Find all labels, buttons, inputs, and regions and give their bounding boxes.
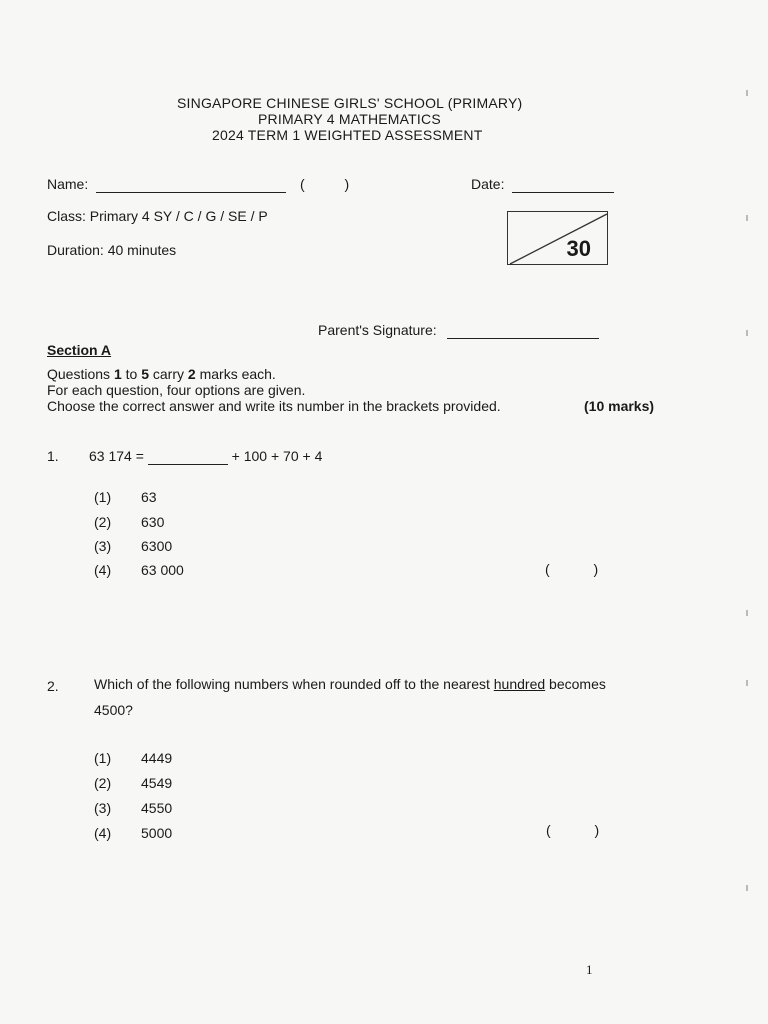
instr-text: to (121, 366, 142, 382)
option-number: (2) (94, 514, 112, 530)
option-value: 4549 (141, 775, 173, 791)
instr-bold: 5 (141, 366, 149, 382)
question-text: becomes (545, 676, 606, 692)
question-1-blank[interactable] (148, 448, 228, 465)
subject-title: PRIMARY 4 MATHEMATICS (258, 111, 441, 127)
option-value: 5000 (141, 825, 173, 841)
duration-label: Duration: 40 minutes (47, 242, 177, 258)
name-blank[interactable] (96, 176, 286, 193)
question-text-underlined: hundred (493, 676, 546, 692)
answer-open-bracket: ( (546, 822, 551, 838)
option-value: 630 (141, 514, 165, 530)
option-value: 63 (141, 489, 157, 505)
option-number: (3) (94, 800, 112, 816)
option-number: (3) (94, 538, 112, 554)
section-instruction-3: Choose the correct answer and write its number in the brackets provided. (47, 398, 501, 414)
answer-bracket-q1[interactable] (545, 561, 598, 577)
option-number: (2) (94, 775, 112, 791)
instr-bold: 2 (187, 366, 196, 382)
instr-bold: 1 (113, 366, 122, 382)
option-value: 63 000 (141, 562, 184, 578)
question-number: 1. (47, 448, 59, 464)
section-instruction-1 (47, 366, 276, 382)
date-field[interactable] (471, 176, 614, 193)
scan-mark (746, 610, 748, 616)
assessment-title: 2024 TERM 1 WEIGHTED ASSESSMENT (212, 127, 483, 143)
option-number: (1) (94, 489, 112, 505)
instr-text: Questions (47, 366, 114, 382)
name-label: Name: (47, 176, 89, 192)
question-text: Which of the following numbers when rounded off to the nearest (94, 676, 494, 692)
index-open-bracket: ( (300, 176, 305, 192)
instr-text: marks each. (195, 366, 276, 382)
scan-mark (746, 885, 748, 891)
option-value: 6300 (141, 538, 173, 554)
school-name: SINGAPORE CHINESE GIRLS' SCHOOL (PRIMARY) (177, 95, 523, 111)
answer-open-bracket: ( (545, 561, 550, 577)
option-number: (4) (94, 825, 112, 841)
option-number: (4) (94, 562, 112, 578)
instr-text: carry (149, 366, 188, 382)
index-number-field[interactable] (300, 176, 349, 192)
scan-mark (746, 215, 748, 221)
name-field[interactable] (47, 176, 286, 193)
answer-close-bracket: ) (593, 561, 599, 577)
question-text: + 100 + 70 + 4 (231, 448, 323, 464)
index-close-bracket: ) (344, 176, 350, 192)
question-2-text-line2: 4500? (94, 702, 133, 718)
section-marks: (10 marks) (584, 398, 655, 414)
score-box[interactable] (507, 211, 608, 265)
question-1-text (89, 448, 322, 465)
scan-mark (746, 330, 748, 336)
answer-close-bracket: ) (594, 822, 600, 838)
parent-signature-blank[interactable] (447, 322, 599, 339)
answer-bracket-q2[interactable] (546, 822, 599, 838)
date-label: Date: (471, 176, 505, 192)
scan-mark (746, 680, 748, 686)
option-value: 4449 (141, 750, 173, 766)
parent-signature-label: Parent's Signature: (318, 322, 437, 338)
section-instruction-2: For each question, four options are given. (47, 382, 306, 398)
date-blank[interactable] (512, 176, 614, 193)
section-title: Section A (47, 342, 112, 358)
question-number: 2. (47, 678, 59, 694)
scan-mark (746, 90, 748, 96)
option-value: 4550 (141, 800, 173, 816)
score-box-diagonal (508, 212, 609, 266)
class-label: Class: Primary 4 SY / C / G / SE / P (47, 208, 268, 224)
option-number: (1) (94, 750, 112, 766)
total-marks: 30 (566, 236, 591, 261)
page-number: 1 (586, 962, 593, 977)
question-2-text (94, 676, 606, 692)
parent-signature-field[interactable] (318, 322, 599, 339)
question-text: 63 174 = (89, 448, 144, 464)
